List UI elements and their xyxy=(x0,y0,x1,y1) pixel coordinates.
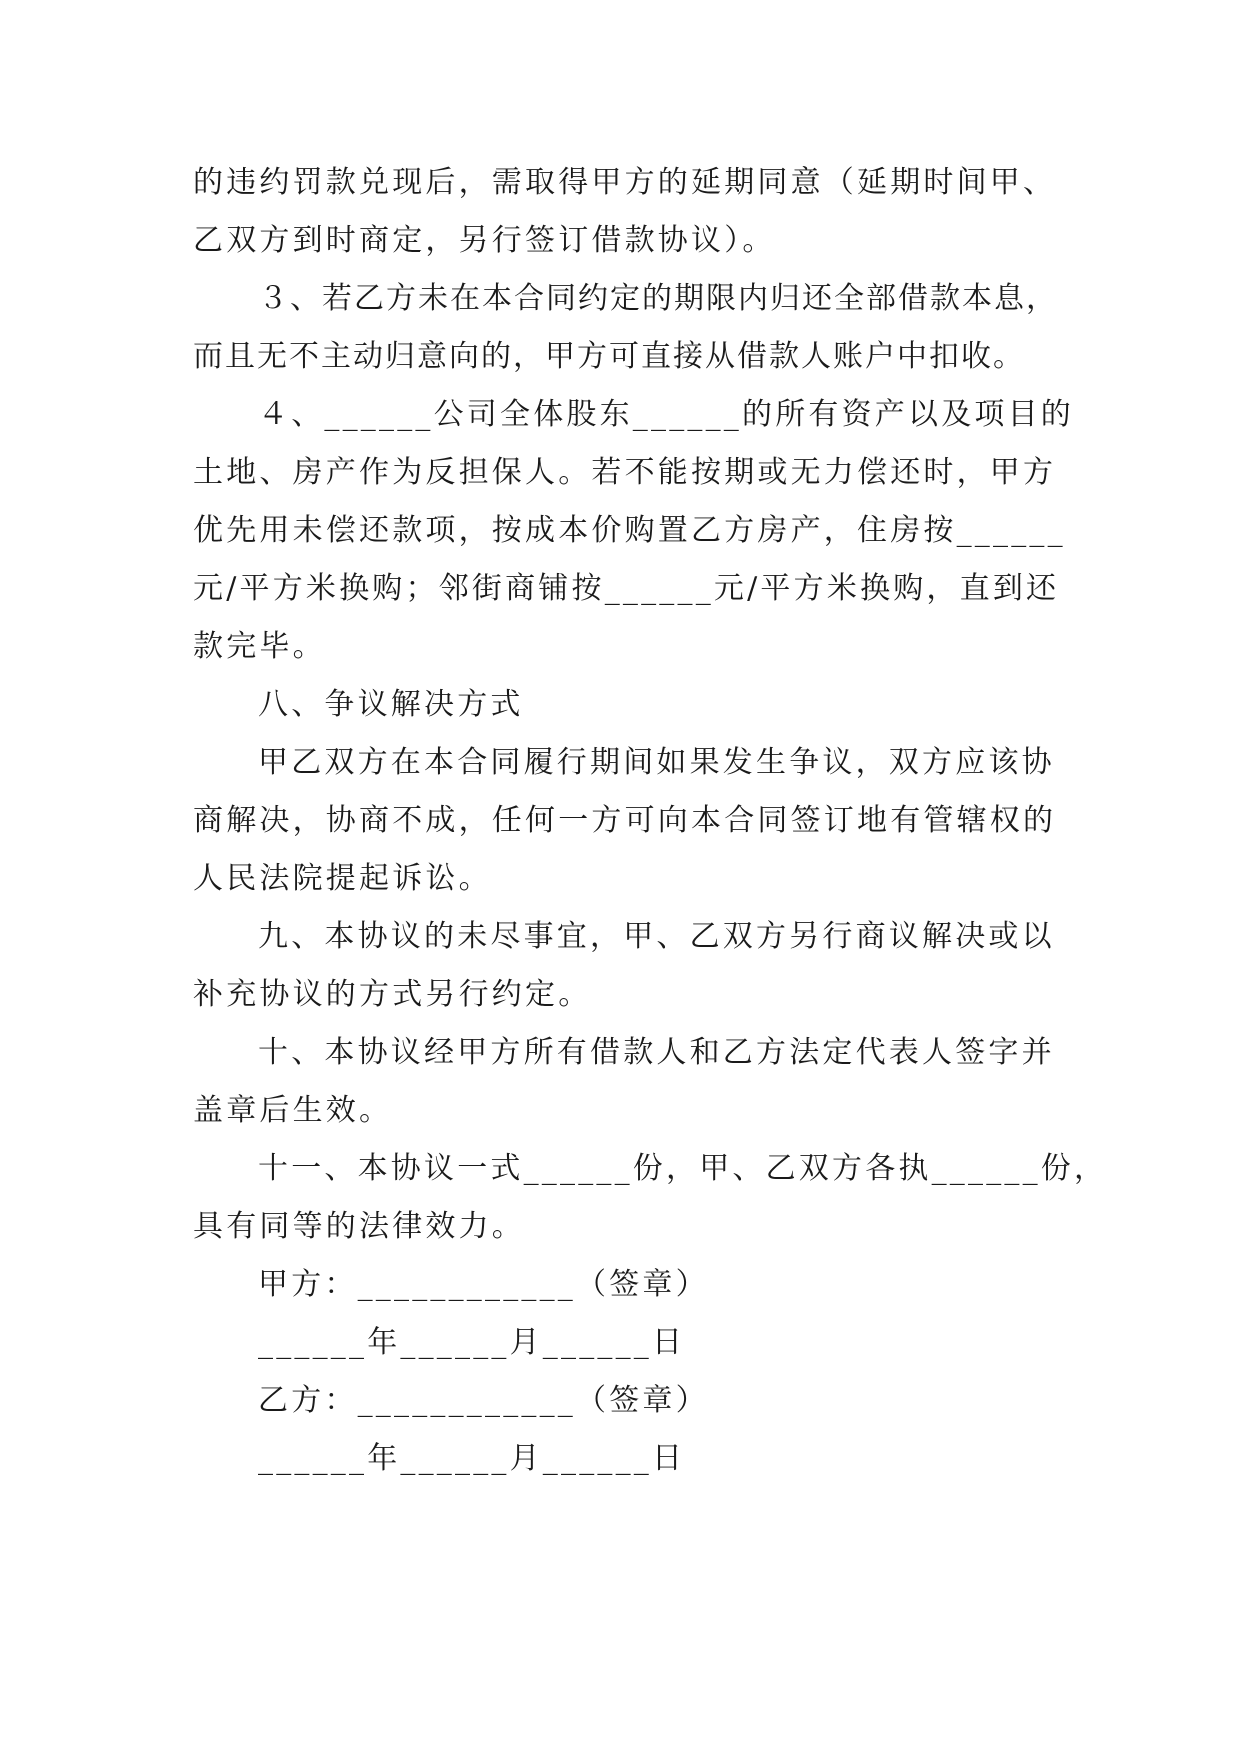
text-line: 商解决，协商不成，任何一方可向本合同签订地有管辖权的 xyxy=(193,803,1057,838)
text-line: 人民法院提起诉讼。 xyxy=(193,861,492,896)
section-heading: 八、争议解决方式 xyxy=(258,687,524,722)
party-b-date-line: ______年______月______日 xyxy=(258,1441,686,1476)
text-line: 的违约罚款兑现后，需取得甲方的延期同意（延期时间甲、 xyxy=(193,165,1057,200)
text-line: 十一、本协议一式______份，甲、乙双方各执______份， xyxy=(258,1151,1108,1186)
party-b-signature-line: 乙方：____________（签章） xyxy=(258,1383,709,1418)
text-line: 土地、房产作为反担保人。若不能按期或无力偿还时，甲方 xyxy=(193,455,1057,490)
text-line: 甲乙双方在本合同履行期间如果发生争议，双方应该协 xyxy=(258,745,1055,780)
text-line: 乙双方到时商定，另行签订借款协议）。 xyxy=(193,223,776,258)
text-line: 元/平方米换购；邻街商铺按______元/平方米换购，直到还 xyxy=(193,571,1060,606)
text-line: 盖章后生效。 xyxy=(193,1093,393,1128)
text-line: 优先用未偿还款项，按成本价购置乙方房产，住房按______ xyxy=(193,513,1066,548)
text-line: 九、本协议的未尽事宜，甲、乙双方另行商议解决或以 xyxy=(258,919,1055,954)
text-line: 十、本协议经甲方所有借款人和乙方法定代表人签字并 xyxy=(258,1035,1055,1070)
text-line: 款完毕。 xyxy=(193,629,326,664)
text-line: ４、______公司全体股东______的所有资产以及项目的 xyxy=(258,397,1074,432)
text-line: 补充协议的方式另行约定。 xyxy=(193,977,592,1012)
text-line: ３、若乙方未在本合同约定的期限内归还全部借款本息， xyxy=(258,281,1058,316)
text-line: 具有同等的法律效力。 xyxy=(193,1209,525,1244)
party-a-date-line: ______年______月______日 xyxy=(258,1325,686,1360)
party-a-signature-line: 甲方：____________（签章） xyxy=(258,1267,709,1302)
text-line: 而且无不主动归意向的，甲方可直接从借款人账户中扣收。 xyxy=(193,339,1025,374)
